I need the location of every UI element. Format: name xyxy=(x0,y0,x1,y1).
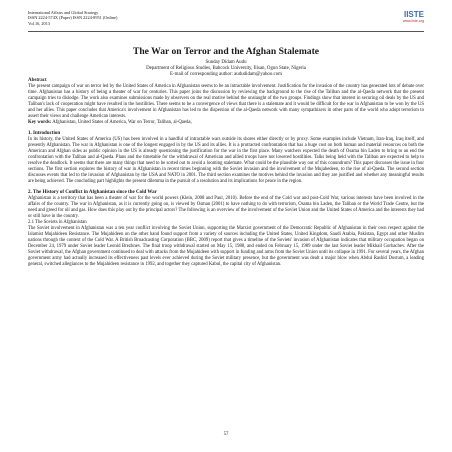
page-number: 57 xyxy=(223,432,229,437)
logo-url: www.iiste.org xyxy=(402,19,424,23)
author-email: E-mail of corresponding author: aududidam@yahoo.com xyxy=(170,71,282,77)
abstract-text: The present campaign of war on terror led by the United States of America in Afghanistan seems to be an intractable involvement. Justification for the invasion of the country has generated lots of debate over time. Afghanistan has a history of being a theater of war for centuries. This paper joins the discussion by reviewing the background to the rise of the Taliban and the al-Qaeda network that the present campaign tries to dislodge. The work also examines submissions made by observers on the real motive behind the onslaught of the two groups. Findings show that interest in securing oil deals by the US and Taliban's lack of cooperation might have resulted in the hostilities. There seems to be a convergence of views that there is a stalemate and it would be difficult for the war in Afghanistan to be won by the US and her allies. This paper concludes that America's involvement in Afghanistan has led to the dispersion of the al-Qaeda network with many sympathizers in other parts of the world who adopt terrorism to assert their views and challenge American interests. xyxy=(28,83,424,119)
section-1-text: In its history, the United States of America (US) has been involved in a handful of intractable wars outside its shores either directly or by proxy. Some examples include Vietnam, Iran-Iraq, Iraq itself, and presently Afghanistan. The war in Afghanistan is one of the longest engaged in by the US and its allies. It is a protracted confrontation that has a huge cost on both human and material resources on both the American and Afghan sides as public opinion in the US is already questioning the justification for the war in the first place. Many watchers expected the death of Osama bin Laden to bring to an end the confrontation with the Taliban and al-Qaeda. Plans and the timetable for the withdrawal of American and allied troops have not lowered hostilities. Talks being held with the Taliban are expected to help to resolve the deadlock. It seems that there are many things that need to be sorted out to avoid a looming stalemate. What could be the plausible way out of this conundrum? This paper discusses the issue in four sections. The first section explores the history of war in Afghanistan in recent times beginning with the Soviet invasion and the involvement of the Mujahedeen, to the rise of al-Qaeda. The second section discusses events that led to the invasion of Afghanistan by the USA and NATO in 2001. The third section examines the motives behind the invasion and they are justified and whether any meaningful results are being achieved. The concluding part highlights the present dilemma in the pursuit of a resolution and its implications for peace in the region. xyxy=(28,136,424,184)
iiste-logo xyxy=(388,10,424,24)
journal-name: International Affairs and Global Strategy xyxy=(28,10,99,15)
section-2-1-text: The Soviet involvement in Afghanistan was a ten year conflict involving the Soviet Union, supporting the Marxist government of the Democratic Republic of Afghanistan in their own respect against the Islamist Mujahideen Resistance. The Mujahideen on the other hand found support from a variety of sources including the United States, United Kingdom, Saudi Arabia, Pakistan, Egypt and other Muslim nations through the context of the Cold War. A British Broadcasting Corporation (BBC, 2009) report that gives a timeline of the Soviets' invasion of Afghanistan indicates that military occupation began on December 24, 1979 under Soviet leader Leonid Brezhnev. The final troop withdrawal started on May 15, 1988, and ended on February 15, 1989 under the last Soviet leader Mikhail Gorbachev. After the Soviet withdrawal, the Afghan government continued to deal with attacks from the Mujahideen with support in funding and arms from the Soviet Union until its collapse in 1991. For several years, the Afghan government army had actually increased its effectiveness past levels ever achieved during the Soviet military presence, but the government was dealt a major blow when Abdul Rashid Dostum, a leading general, switched allegiances to the Mujahideen resistance in 1992, and together they captured Kabul, the capital city of Afghanistan. xyxy=(28,225,424,267)
journal-issn: ISSN 2224-574X (Paper) ISSN 2224-8951 (Online) xyxy=(28,15,118,21)
header-rule xyxy=(28,31,424,32)
journal-header xyxy=(28,10,424,48)
section-2-heading: 2. The History of Conflict in Afghanistan since the Cold War xyxy=(28,189,157,195)
section-2-1-heading: 2.1 The Soviets in Afghanistan xyxy=(28,219,87,225)
author-name: Sunday Didam Audu xyxy=(205,59,247,65)
journal-volume: Vol.16, 2013 xyxy=(28,20,51,26)
keywords-text: Afghanistan, United States of America, War on Terror, Taliban, al-Qaeda, xyxy=(51,119,192,125)
section-1-heading: 1. Introduction xyxy=(28,130,61,136)
author-affiliation: Department of Religious Studies, Babcock University, Ilisan, Ogun State, Nigeria xyxy=(146,65,306,71)
section-2-text: Afghanistan is a territory that has been a theater of war for the world powers (Klein, 2008 and Paul, 2010). Before the end of the Cold war and post-Cold War, various interests have been involved in the affairs of the country. The war in Afghanistan, as it is currently going on, is viewed by Osman (2001) to have nothing to do with terrorism, Osama bin Laden, the Taliban or the World Trade Centre, but the need and greed for oil and gas. How does this play out by the principal actors? The following is an overview of the involvement of the Soviet Union and the United States of America and the interests they had or still have in the country. xyxy=(28,196,424,219)
logo-mark: IISTE xyxy=(403,10,424,19)
abstract-heading: Abstract xyxy=(28,77,47,83)
article-title: The War on Terror and the Afghan Stalemate xyxy=(132,46,320,57)
author-block xyxy=(28,60,424,78)
keywords-label: Key words: xyxy=(28,119,52,125)
